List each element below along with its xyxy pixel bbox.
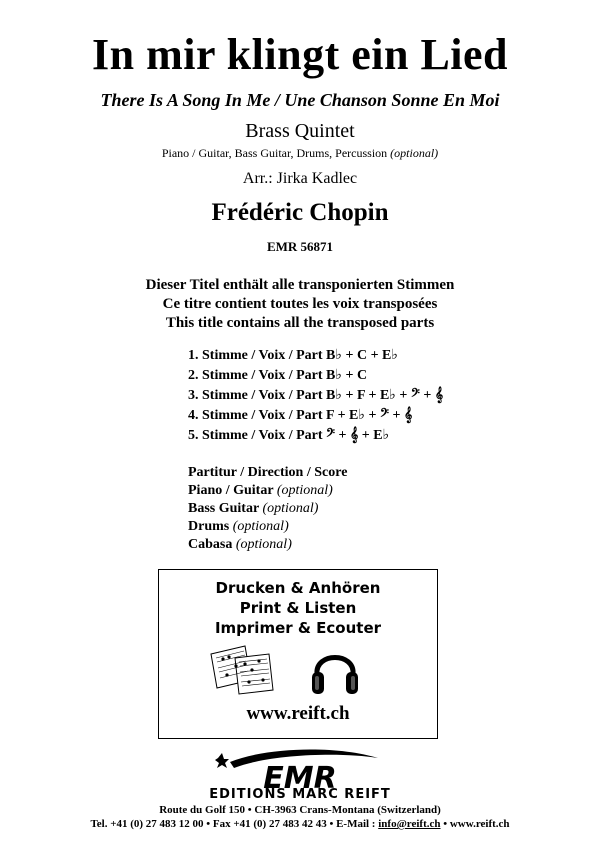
promo-line-en: Print & Listen — [239, 599, 357, 617]
print-listen-box — [158, 569, 438, 739]
score-item-label: Bass Guitar — [188, 501, 259, 516]
instrumentation — [0, 146, 600, 161]
score-item-note: (optional) — [235, 537, 292, 552]
score-item-label: Partitur / Direction / Score — [188, 465, 348, 480]
score-item — [188, 536, 347, 554]
score-item — [188, 464, 347, 482]
part-1: 1. Stimme / Voix / Part B♭ + C + E♭ — [188, 348, 398, 363]
publisher-address: Route du Golf 150 • CH-3963 Crans-Montana (Switzerland) — [159, 804, 441, 816]
edition-number: EMR 56871 — [266, 239, 334, 254]
score-item-note: (optional) — [262, 501, 319, 516]
part-3: 3. Stimme / Voix / Part B♭ + F + E♭ + 𝄢 + 𝄞 — [188, 388, 444, 403]
contact-website[interactable]: • www.reift.ch — [440, 818, 510, 830]
score-item — [188, 482, 347, 500]
subtitle: There Is A Song In Me / Une Chanson Sonne En Moi — [100, 90, 500, 110]
score-item-label: Piano / Guitar — [188, 483, 274, 498]
notice-line-fr: Ce titre contient toutes les voix transposées — [162, 296, 438, 312]
score-item-label: Cabasa — [188, 537, 233, 552]
notice-line-de: Dieser Titel enthält alle transponierten Stimmen — [145, 277, 455, 293]
transposition-notice — [0, 276, 600, 333]
part-5: 5. Stimme / Voix / Part 𝄢 + 𝄞 + E♭ — [188, 428, 390, 443]
score-item-note: (optional) — [276, 483, 333, 498]
instrumentation-optional: (optional) — [390, 146, 439, 160]
instrumentation-text: Piano / Guitar, Bass Guitar, Drums, Percussion — [161, 146, 388, 160]
parts-list — [188, 346, 443, 446]
emr-logo — [200, 744, 400, 792]
score-item — [188, 500, 347, 518]
arranger: Arr.: Jirka Kadlec — [242, 170, 358, 187]
ensemble: Brass Quintet — [245, 120, 355, 142]
part-2: 2. Stimme / Voix / Part B♭ + C — [188, 368, 368, 383]
notice-line-en: This title contains all the transposed parts — [165, 315, 435, 331]
page-title: In mir klingt ein Lied — [91, 30, 509, 79]
part-4: 4. Stimme / Voix / Part F + E♭ + 𝄢 + 𝄞 — [188, 408, 413, 423]
score-item-label: Drums — [188, 519, 230, 534]
score-item — [188, 518, 347, 536]
promo-lines — [159, 578, 437, 638]
score-list — [188, 464, 347, 554]
sheet-music-icon — [207, 644, 277, 696]
email-link[interactable]: info@reift.ch — [378, 818, 441, 830]
promo-line-de: Drucken & Anhören — [215, 579, 381, 597]
contact-phone-fax: Tel. +41 (0) 27 483 12 00 • Fax +41 (0) 27 483 42 43 • E-Mail : — [90, 818, 379, 830]
composer: Frédéric Chopin — [211, 199, 389, 226]
logo-text: EMR — [263, 761, 337, 792]
website-url[interactable]: www.reift.ch — [246, 703, 350, 724]
publisher-name: EDITIONS MARC REIFT — [209, 787, 391, 802]
headphones-icon — [309, 642, 361, 698]
promo-line-fr: Imprimer & Ecouter — [214, 619, 382, 637]
publisher-contact — [0, 817, 600, 831]
score-item-note: (optional) — [232, 519, 289, 534]
